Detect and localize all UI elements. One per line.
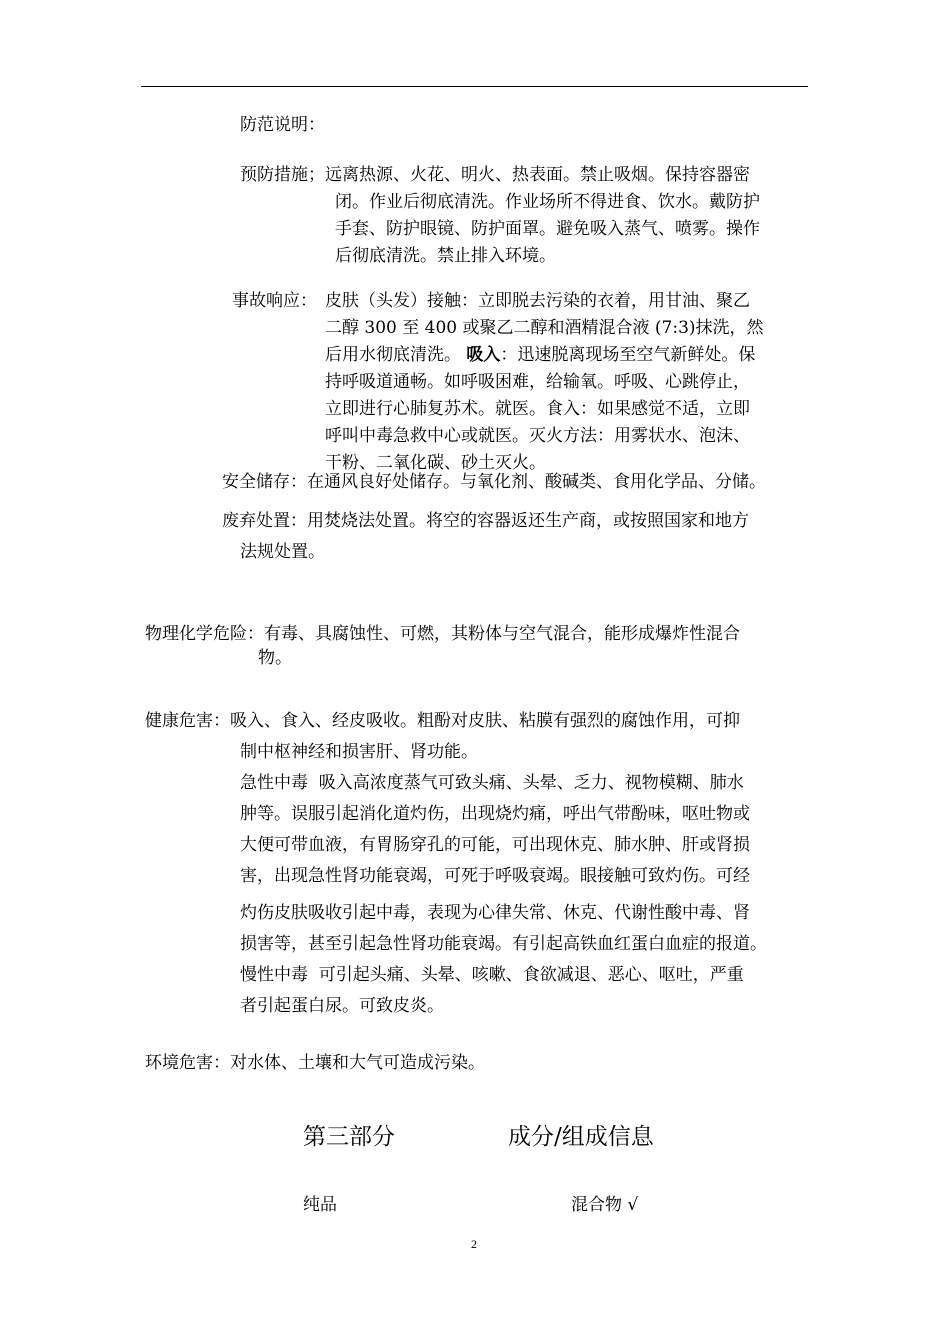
response-label: 事故响应： xyxy=(232,291,317,311)
health-hazard-line: 害，出现急性肾功能衰竭，可死于呼吸衰竭。眼接触可致灼伤。可经 xyxy=(240,866,750,886)
health-hazard-line: 急性中毒 吸入高浓度蒸气可致头痛、头晕、乏力、视物模糊、肺水 xyxy=(240,773,744,793)
response-line: 持呼吸道通畅。如呼吸困难，给输氧。呼吸、心跳停止， xyxy=(325,372,750,392)
prevention-line: 后彻底清洗。禁止排入环境。 xyxy=(335,246,556,266)
health-hazard-line: 损害等，甚至引起急性肾功能衰竭。有引起高铁血红蛋白血症的报道。 xyxy=(240,934,767,954)
disposal-text: 废弃处置：用焚烧法处置。将空的容器返还生产商，或按照国家和地方 xyxy=(222,511,749,531)
response-line: 后用水彻底清洗。 吸入：迅速脱离现场至空气新鲜处。保 xyxy=(325,345,756,365)
response-line: 立即进行心肺复苏术。就医。食入：如果感觉不适，立即 xyxy=(325,399,750,419)
prevention-line: 闭。作业后彻底清洗。作业场所不得进食、饮水。戴防护 xyxy=(335,192,760,212)
response-line: 呼叫中毒急救中心或就医。灭火方法：用雾状水、泡沫、 xyxy=(325,426,750,446)
health-hazard-line: 健康危害：吸入、食入、经皮吸收。粗酚对皮肤、粘膜有强烈的腐蚀作用，可抑 xyxy=(145,711,740,731)
prevention-line: 手套、防护眼镜、防护面罩。避免吸入蒸气、喷雾。操作 xyxy=(335,219,760,239)
health-hazard-line: 者引起蛋白尿。可致皮炎。 xyxy=(240,996,444,1016)
storage-text: 安全储存：在通风良好处储存。与氧化剂、酸碱类、食用化学品、分储。 xyxy=(222,472,766,492)
response-line: 干粉、二氧化碳、砂土灭火。 xyxy=(325,453,546,473)
physical-hazard-line: 物。 xyxy=(258,648,292,668)
health-hazard-line: 大便可带血液，有胃肠穿孔的可能，可出现休克、肺水肿、肝或肾损 xyxy=(240,835,750,855)
pure-option: 纯品 xyxy=(303,1195,337,1215)
page-number: 2 xyxy=(471,1237,477,1251)
header-rule xyxy=(141,86,808,87)
inhalation-emphasis: 吸入 xyxy=(466,345,501,365)
health-hazard-line: 慢性中毒 可引起头痛、头晕、咳嗽、食欲减退、恶心、呕吐，严重 xyxy=(240,965,744,985)
prevention-label: 预防措施； xyxy=(240,165,325,185)
prevention-line: 远离热源、火花、明火、热表面。禁止吸烟。保持容器密 xyxy=(325,165,750,185)
disposal-text: 法规处置。 xyxy=(240,542,325,562)
health-hazard-line: 制中枢神经和损害肝、肾功能。 xyxy=(240,742,478,762)
precaution-title: 防范说明： xyxy=(240,115,325,135)
section3-part: 第三部分 xyxy=(303,1124,395,1150)
health-hazard-line: 灼伤皮肤吸收引起中毒，表现为心律失常、休克、代谢性酸中毒、肾 xyxy=(240,903,750,923)
response-line: 皮肤（头发）接触：立即脱去污染的衣着，用甘油、聚乙 xyxy=(325,291,750,311)
health-hazard-line: 肿等。误服引起消化道灼伤，出现烧灼痛，呼出气带酚味，呕吐物或 xyxy=(240,804,750,824)
env-hazard-text: 环境危害：对水体、土壤和大气可造成污染。 xyxy=(145,1053,485,1073)
physical-hazard-line: 物理化学危险：有毒、具腐蚀性、可燃，其粉体与空气混合，能形成爆炸性混合 xyxy=(145,624,740,644)
response-line: 二醇 300 至 400 或聚乙二醇和酒精混合液 (7:3)抹洗，然 xyxy=(325,318,764,338)
mixture-option: 混合物 √ xyxy=(571,1195,639,1215)
section3-title: 成分/组成信息 xyxy=(508,1124,654,1150)
